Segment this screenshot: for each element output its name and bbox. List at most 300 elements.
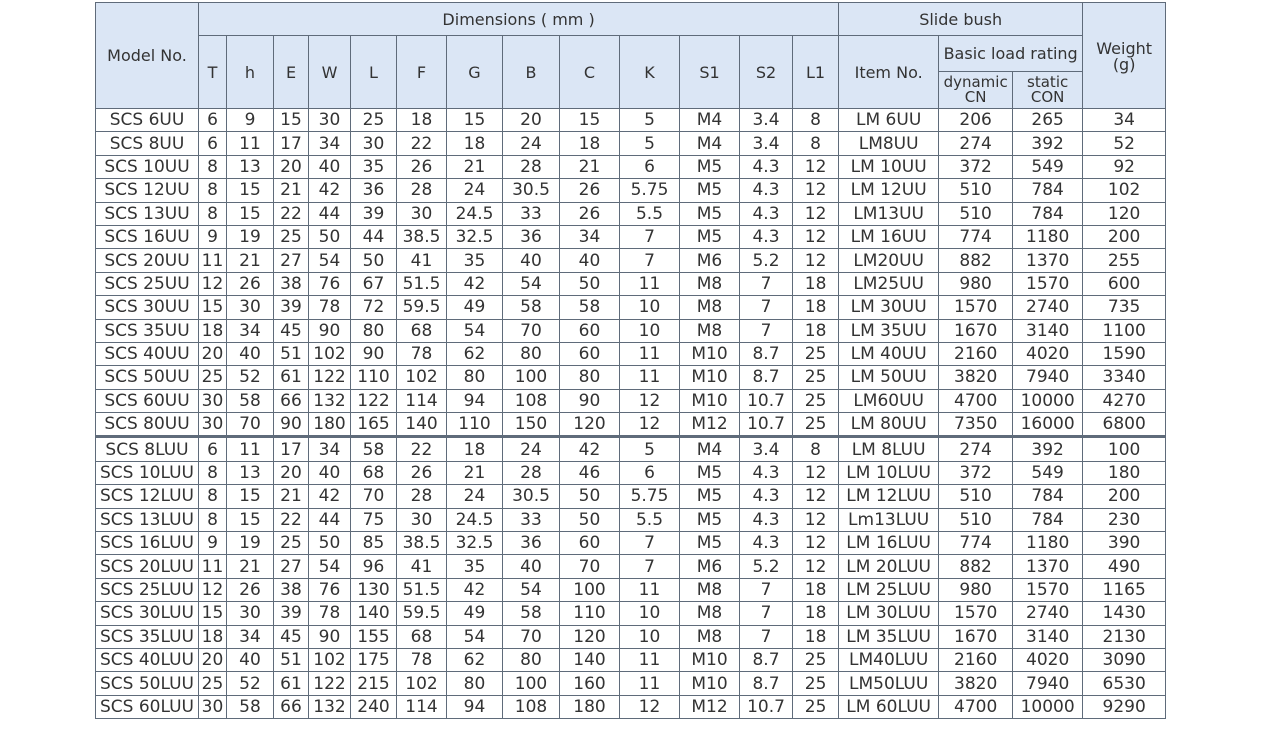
table-cell: 9 bbox=[199, 225, 227, 248]
table-cell: 66 bbox=[274, 389, 309, 412]
table-cell: 7 bbox=[740, 296, 793, 319]
table-cell: M10 bbox=[680, 672, 740, 695]
table-cell: 38 bbox=[274, 272, 309, 295]
table-cell: 7 bbox=[740, 602, 793, 625]
table-cell: 20 bbox=[274, 461, 309, 484]
table-cell: 46 bbox=[560, 461, 620, 484]
table-cell: 11 bbox=[620, 342, 680, 365]
table-cell: 42 bbox=[560, 437, 620, 461]
table-cell: 774 bbox=[939, 225, 1013, 248]
table-cell: 11 bbox=[620, 366, 680, 389]
table-cell: 38.5 bbox=[397, 532, 447, 555]
table-cell: M5 bbox=[680, 155, 740, 178]
table-cell: 10 bbox=[620, 319, 680, 342]
table-cell: 52 bbox=[227, 672, 274, 695]
table-cell: 27 bbox=[274, 555, 309, 578]
table-cell: 52 bbox=[1083, 132, 1166, 155]
table-cell: 68 bbox=[397, 319, 447, 342]
table-cell: 18 bbox=[793, 578, 839, 601]
table-cell: 24 bbox=[503, 132, 560, 155]
dim-col-b: B bbox=[503, 36, 560, 109]
table-cell: 372 bbox=[939, 155, 1013, 178]
table-cell: 15 bbox=[199, 602, 227, 625]
table-row bbox=[96, 532, 1166, 555]
table-cell: 68 bbox=[397, 625, 447, 648]
table-cell: 10 bbox=[620, 296, 680, 319]
table-cell: 38.5 bbox=[397, 225, 447, 248]
table-cell: M5 bbox=[680, 202, 740, 225]
table-cell: 1370 bbox=[1013, 249, 1083, 272]
table-cell: 59.5 bbox=[397, 296, 447, 319]
table-cell: 6800 bbox=[1083, 413, 1166, 437]
table-cell: 45 bbox=[274, 625, 309, 648]
table-cell: 140 bbox=[397, 413, 447, 437]
table-cell: 21 bbox=[227, 555, 274, 578]
table-cell: 6 bbox=[199, 109, 227, 132]
table-cell: 11 bbox=[620, 648, 680, 671]
table-cell: 8 bbox=[793, 437, 839, 461]
table-cell: 12 bbox=[793, 461, 839, 484]
table-cell: 784 bbox=[1013, 179, 1083, 202]
table-row bbox=[96, 437, 1166, 461]
table-cell: 120 bbox=[1083, 202, 1166, 225]
table-cell: LM25UU bbox=[839, 272, 939, 295]
table-cell: 100 bbox=[1083, 437, 1166, 461]
table-cell: 51.5 bbox=[397, 272, 447, 295]
table-cell: SCS 80UU bbox=[96, 413, 199, 437]
table-cell: 7 bbox=[620, 555, 680, 578]
table-cell: 25 bbox=[274, 532, 309, 555]
table-cell: SCS 40LUU bbox=[96, 648, 199, 671]
table-cell: 255 bbox=[1083, 249, 1166, 272]
table-cell: 24 bbox=[503, 437, 560, 461]
table-cell: 510 bbox=[939, 508, 1013, 531]
table-cell: 30 bbox=[397, 202, 447, 225]
table-cell: 61 bbox=[274, 672, 309, 695]
table-cell: 549 bbox=[1013, 461, 1083, 484]
table-cell: 392 bbox=[1013, 437, 1083, 461]
table-cell: 76 bbox=[309, 578, 351, 601]
table-cell: M5 bbox=[680, 179, 740, 202]
table-cell: 735 bbox=[1083, 296, 1166, 319]
table-cell: 45 bbox=[274, 319, 309, 342]
table-cell: 100 bbox=[503, 672, 560, 695]
table-cell: SCS 12UU bbox=[96, 179, 199, 202]
table-cell: SCS 8UU bbox=[96, 132, 199, 155]
table-cell: 7350 bbox=[939, 413, 1013, 437]
dynamic-label: dynamic bbox=[943, 73, 1008, 91]
table-cell: SCS 40UU bbox=[96, 342, 199, 365]
table-cell: 11 bbox=[620, 578, 680, 601]
table-cell: 102 bbox=[397, 672, 447, 695]
table-cell: 62 bbox=[447, 648, 503, 671]
table-cell: M10 bbox=[680, 389, 740, 412]
table-cell: 9290 bbox=[1083, 695, 1166, 718]
table-cell: 90 bbox=[351, 342, 397, 365]
table-cell: 21 bbox=[274, 485, 309, 508]
table-row bbox=[96, 272, 1166, 295]
table-cell: 17 bbox=[274, 132, 309, 155]
table-cell: M10 bbox=[680, 342, 740, 365]
table-row bbox=[96, 578, 1166, 601]
table-cell: 80 bbox=[503, 342, 560, 365]
table-cell: LM 6UU bbox=[839, 109, 939, 132]
table-cell: 102 bbox=[1083, 179, 1166, 202]
table-cell: SCS 12LUU bbox=[96, 485, 199, 508]
table-cell: 10 bbox=[620, 625, 680, 648]
table-cell: 25 bbox=[793, 366, 839, 389]
dynamic-unit: CN bbox=[964, 88, 987, 106]
dim-col-h: h bbox=[227, 36, 274, 109]
table-cell: 26 bbox=[560, 179, 620, 202]
table-cell: LM 35UU bbox=[839, 319, 939, 342]
table-cell: 26 bbox=[397, 461, 447, 484]
table-cell: 11 bbox=[620, 672, 680, 695]
table-cell: 30 bbox=[199, 695, 227, 718]
table-row bbox=[96, 625, 1166, 648]
table-cell: SCS 20LUU bbox=[96, 555, 199, 578]
table-cell: M8 bbox=[680, 319, 740, 342]
table-cell: 1100 bbox=[1083, 319, 1166, 342]
table-cell: M12 bbox=[680, 695, 740, 718]
table-cell: 18 bbox=[199, 319, 227, 342]
table-cell: 4700 bbox=[939, 695, 1013, 718]
table-cell: 4700 bbox=[939, 389, 1013, 412]
table-cell: SCS 10LUU bbox=[96, 461, 199, 484]
table-cell: 102 bbox=[309, 342, 351, 365]
table-cell: 22 bbox=[274, 508, 309, 531]
table-cell: LM 40UU bbox=[839, 342, 939, 365]
table-cell: 7 bbox=[740, 625, 793, 648]
table-cell: 100 bbox=[503, 366, 560, 389]
table-cell: LM 60LUU bbox=[839, 695, 939, 718]
table-cell: LM40LUU bbox=[839, 648, 939, 671]
table-cell: 35 bbox=[447, 249, 503, 272]
table-cell: 34 bbox=[227, 319, 274, 342]
table-cell: 1180 bbox=[1013, 225, 1083, 248]
table-cell: 58 bbox=[351, 437, 397, 461]
table-cell: SCS 50UU bbox=[96, 366, 199, 389]
dim-col-e: E bbox=[274, 36, 309, 109]
dim-col-g: G bbox=[447, 36, 503, 109]
table-cell: 600 bbox=[1083, 272, 1166, 295]
table-cell: 40 bbox=[227, 342, 274, 365]
table-cell: 54 bbox=[309, 555, 351, 578]
table-row bbox=[96, 319, 1166, 342]
table-cell: 41 bbox=[397, 555, 447, 578]
table-cell: 8.7 bbox=[740, 342, 793, 365]
weight-unit: (g) bbox=[1112, 55, 1136, 74]
table-cell: 1570 bbox=[939, 602, 1013, 625]
table-cell: 7 bbox=[740, 272, 793, 295]
table-cell: 30 bbox=[397, 508, 447, 531]
table-cell: 42 bbox=[309, 179, 351, 202]
table-cell: 114 bbox=[397, 695, 447, 718]
table-row bbox=[96, 132, 1166, 155]
table-cell: 70 bbox=[503, 625, 560, 648]
table-cell: 49 bbox=[447, 296, 503, 319]
table-cell: 80 bbox=[447, 672, 503, 695]
table-cell: 8.7 bbox=[740, 672, 793, 695]
table-cell: 70 bbox=[227, 413, 274, 437]
dynamic-load-header bbox=[939, 72, 1013, 109]
table-cell: 39 bbox=[274, 296, 309, 319]
table-cell: 12 bbox=[620, 389, 680, 412]
table-cell: 54 bbox=[447, 319, 503, 342]
table-cell: 6 bbox=[199, 437, 227, 461]
table-cell: 7940 bbox=[1013, 366, 1083, 389]
table-cell: 980 bbox=[939, 272, 1013, 295]
table-row bbox=[96, 389, 1166, 412]
table-cell: 1670 bbox=[939, 625, 1013, 648]
table-cell: M6 bbox=[680, 249, 740, 272]
table-row bbox=[96, 202, 1166, 225]
dim-col-w: W bbox=[309, 36, 351, 109]
table-cell: 80 bbox=[447, 366, 503, 389]
table-cell: 78 bbox=[309, 602, 351, 625]
table-cell: 1165 bbox=[1083, 578, 1166, 601]
table-cell: 30 bbox=[227, 296, 274, 319]
table-cell: 8 bbox=[793, 109, 839, 132]
table-cell: 510 bbox=[939, 202, 1013, 225]
table-cell: 30 bbox=[227, 602, 274, 625]
table-cell: 5.2 bbox=[740, 555, 793, 578]
table-row bbox=[96, 225, 1166, 248]
table-cell: 21 bbox=[447, 461, 503, 484]
table-cell: 15 bbox=[447, 109, 503, 132]
table-cell: 80 bbox=[560, 366, 620, 389]
table-cell: 12 bbox=[620, 413, 680, 437]
table-cell: 180 bbox=[309, 413, 351, 437]
table-cell: 25 bbox=[793, 648, 839, 671]
table-cell: 50 bbox=[560, 508, 620, 531]
table-cell: 39 bbox=[274, 602, 309, 625]
table-cell: 32.5 bbox=[447, 225, 503, 248]
table-cell: 94 bbox=[447, 695, 503, 718]
dim-col-c: C bbox=[560, 36, 620, 109]
table-cell: 206 bbox=[939, 109, 1013, 132]
table-cell: 51 bbox=[274, 648, 309, 671]
table-cell: 13 bbox=[227, 461, 274, 484]
table-cell: 1570 bbox=[939, 296, 1013, 319]
dim-col-l1: L1 bbox=[793, 36, 839, 109]
table-cell: 12 bbox=[793, 532, 839, 555]
table-cell: 24.5 bbox=[447, 508, 503, 531]
table-cell: 274 bbox=[939, 132, 1013, 155]
table-cell: 8 bbox=[199, 202, 227, 225]
table-cell: 784 bbox=[1013, 202, 1083, 225]
table-cell: 12 bbox=[199, 578, 227, 601]
table-cell: 52 bbox=[227, 366, 274, 389]
table-cell: 15 bbox=[227, 485, 274, 508]
table-cell: 150 bbox=[503, 413, 560, 437]
table-cell: 10.7 bbox=[740, 695, 793, 718]
table-cell: M5 bbox=[680, 485, 740, 508]
table-cell: 30 bbox=[351, 132, 397, 155]
table-cell: LM 12LUU bbox=[839, 485, 939, 508]
table-cell: 80 bbox=[503, 648, 560, 671]
table-cell: 8 bbox=[199, 485, 227, 508]
table-cell: 78 bbox=[397, 342, 447, 365]
table-cell: 8 bbox=[199, 179, 227, 202]
table-row bbox=[96, 672, 1166, 695]
table-cell: 40 bbox=[503, 249, 560, 272]
table-cell: 4.3 bbox=[740, 225, 793, 248]
table-row bbox=[96, 413, 1166, 437]
table-cell: 3.4 bbox=[740, 437, 793, 461]
table-cell: 21 bbox=[447, 155, 503, 178]
basic-load-rating-header: Basic load rating bbox=[939, 36, 1083, 72]
table-cell: 76 bbox=[309, 272, 351, 295]
table-cell: 94 bbox=[447, 389, 503, 412]
table-cell: 774 bbox=[939, 532, 1013, 555]
table-cell: 28 bbox=[503, 461, 560, 484]
table-cell: LM 50UU bbox=[839, 366, 939, 389]
table-cell: 165 bbox=[351, 413, 397, 437]
table-cell: 122 bbox=[351, 389, 397, 412]
table-cell: 49 bbox=[447, 602, 503, 625]
table-cell: SCS 60LUU bbox=[96, 695, 199, 718]
table-cell: 58 bbox=[560, 296, 620, 319]
table-cell: 70 bbox=[503, 319, 560, 342]
table-cell: 27 bbox=[274, 249, 309, 272]
table-cell: 175 bbox=[351, 648, 397, 671]
table-cell: M8 bbox=[680, 272, 740, 295]
table-cell: 140 bbox=[560, 648, 620, 671]
table-cell: 18 bbox=[793, 625, 839, 648]
table-cell: 7 bbox=[740, 578, 793, 601]
table-cell: M5 bbox=[680, 225, 740, 248]
table-cell: 80 bbox=[351, 319, 397, 342]
table-cell: 25 bbox=[199, 672, 227, 695]
table-cell: 5 bbox=[620, 109, 680, 132]
table-cell: 50 bbox=[560, 485, 620, 508]
table-cell: 18 bbox=[793, 296, 839, 319]
table-cell: SCS 10UU bbox=[96, 155, 199, 178]
table-cell: 4.3 bbox=[740, 532, 793, 555]
table-cell: 12 bbox=[793, 485, 839, 508]
table-cell: 15 bbox=[560, 109, 620, 132]
table-cell: 510 bbox=[939, 179, 1013, 202]
table-cell: 390 bbox=[1083, 532, 1166, 555]
dim-col-t: T bbox=[199, 36, 227, 109]
table-cell: 5.5 bbox=[620, 508, 680, 531]
table-cell: 11 bbox=[227, 437, 274, 461]
table-cell: 160 bbox=[560, 672, 620, 695]
table-cell: 5 bbox=[620, 437, 680, 461]
table-row bbox=[96, 485, 1166, 508]
table-cell: 25 bbox=[793, 389, 839, 412]
table-cell: 28 bbox=[397, 179, 447, 202]
long-series-rows bbox=[96, 437, 1166, 719]
table-cell: 36 bbox=[503, 225, 560, 248]
table-cell: 36 bbox=[503, 532, 560, 555]
table-cell: 784 bbox=[1013, 508, 1083, 531]
table-cell: 26 bbox=[397, 155, 447, 178]
table-cell: 21 bbox=[274, 179, 309, 202]
table-cell: LM 80UU bbox=[839, 413, 939, 437]
table-cell: 33 bbox=[503, 202, 560, 225]
table-cell: M8 bbox=[680, 578, 740, 601]
table-cell: 33 bbox=[503, 508, 560, 531]
table-cell: 12 bbox=[793, 249, 839, 272]
table-cell: 16000 bbox=[1013, 413, 1083, 437]
table-cell: 1670 bbox=[939, 319, 1013, 342]
table-cell: 34 bbox=[309, 437, 351, 461]
table-cell: 5.5 bbox=[620, 202, 680, 225]
table-row bbox=[96, 695, 1166, 718]
table-cell: 35 bbox=[351, 155, 397, 178]
table-cell: 240 bbox=[351, 695, 397, 718]
table-row bbox=[96, 155, 1166, 178]
table-cell: 7 bbox=[620, 532, 680, 555]
table-cell: 20 bbox=[199, 342, 227, 365]
table-cell: 25 bbox=[793, 695, 839, 718]
table-cell: 180 bbox=[1083, 461, 1166, 484]
table-cell: 75 bbox=[351, 508, 397, 531]
table-cell: 58 bbox=[503, 296, 560, 319]
table-cell: 78 bbox=[397, 648, 447, 671]
table-cell: 34 bbox=[227, 625, 274, 648]
table-cell: LM8UU bbox=[839, 132, 939, 155]
table-cell: LM 16LUU bbox=[839, 532, 939, 555]
table-row bbox=[96, 179, 1166, 202]
table-cell: 8.7 bbox=[740, 366, 793, 389]
table-cell: 26 bbox=[227, 578, 274, 601]
table-cell: 372 bbox=[939, 461, 1013, 484]
table-cell: 18 bbox=[793, 602, 839, 625]
table-cell: 92 bbox=[1083, 155, 1166, 178]
table-cell: SCS 50LUU bbox=[96, 672, 199, 695]
table-cell: M10 bbox=[680, 648, 740, 671]
table-cell: SCS 25LUU bbox=[96, 578, 199, 601]
table-cell: M8 bbox=[680, 296, 740, 319]
table-cell: LM13UU bbox=[839, 202, 939, 225]
table-cell: 4.3 bbox=[740, 202, 793, 225]
table-cell: 8 bbox=[199, 461, 227, 484]
table-cell: 3140 bbox=[1013, 625, 1083, 648]
table-cell: 60 bbox=[560, 532, 620, 555]
table-cell: 20 bbox=[503, 109, 560, 132]
table-cell: 18 bbox=[793, 272, 839, 295]
table-cell: 44 bbox=[351, 225, 397, 248]
table-cell: 12 bbox=[620, 695, 680, 718]
table-cell: 34 bbox=[309, 132, 351, 155]
table-cell: 4.3 bbox=[740, 485, 793, 508]
table-cell: 3.4 bbox=[740, 132, 793, 155]
table-cell: M5 bbox=[680, 461, 740, 484]
table-cell: 1570 bbox=[1013, 272, 1083, 295]
table-cell: 10.7 bbox=[740, 413, 793, 437]
table-cell: 18 bbox=[793, 319, 839, 342]
table-cell: 40 bbox=[309, 461, 351, 484]
table-cell: 70 bbox=[351, 485, 397, 508]
table-cell: 42 bbox=[309, 485, 351, 508]
table-cell: 26 bbox=[227, 272, 274, 295]
table-cell: 265 bbox=[1013, 109, 1083, 132]
static-label: static bbox=[1027, 73, 1069, 91]
table-cell: 8 bbox=[199, 508, 227, 531]
table-cell: 2160 bbox=[939, 342, 1013, 365]
table-cell: 110 bbox=[560, 602, 620, 625]
table-cell: 22 bbox=[274, 202, 309, 225]
table-cell: 21 bbox=[560, 155, 620, 178]
table-cell: 70 bbox=[560, 555, 620, 578]
table-cell: 22 bbox=[397, 437, 447, 461]
table-row bbox=[96, 602, 1166, 625]
table-cell: 42 bbox=[447, 578, 503, 601]
table-cell: 58 bbox=[227, 695, 274, 718]
